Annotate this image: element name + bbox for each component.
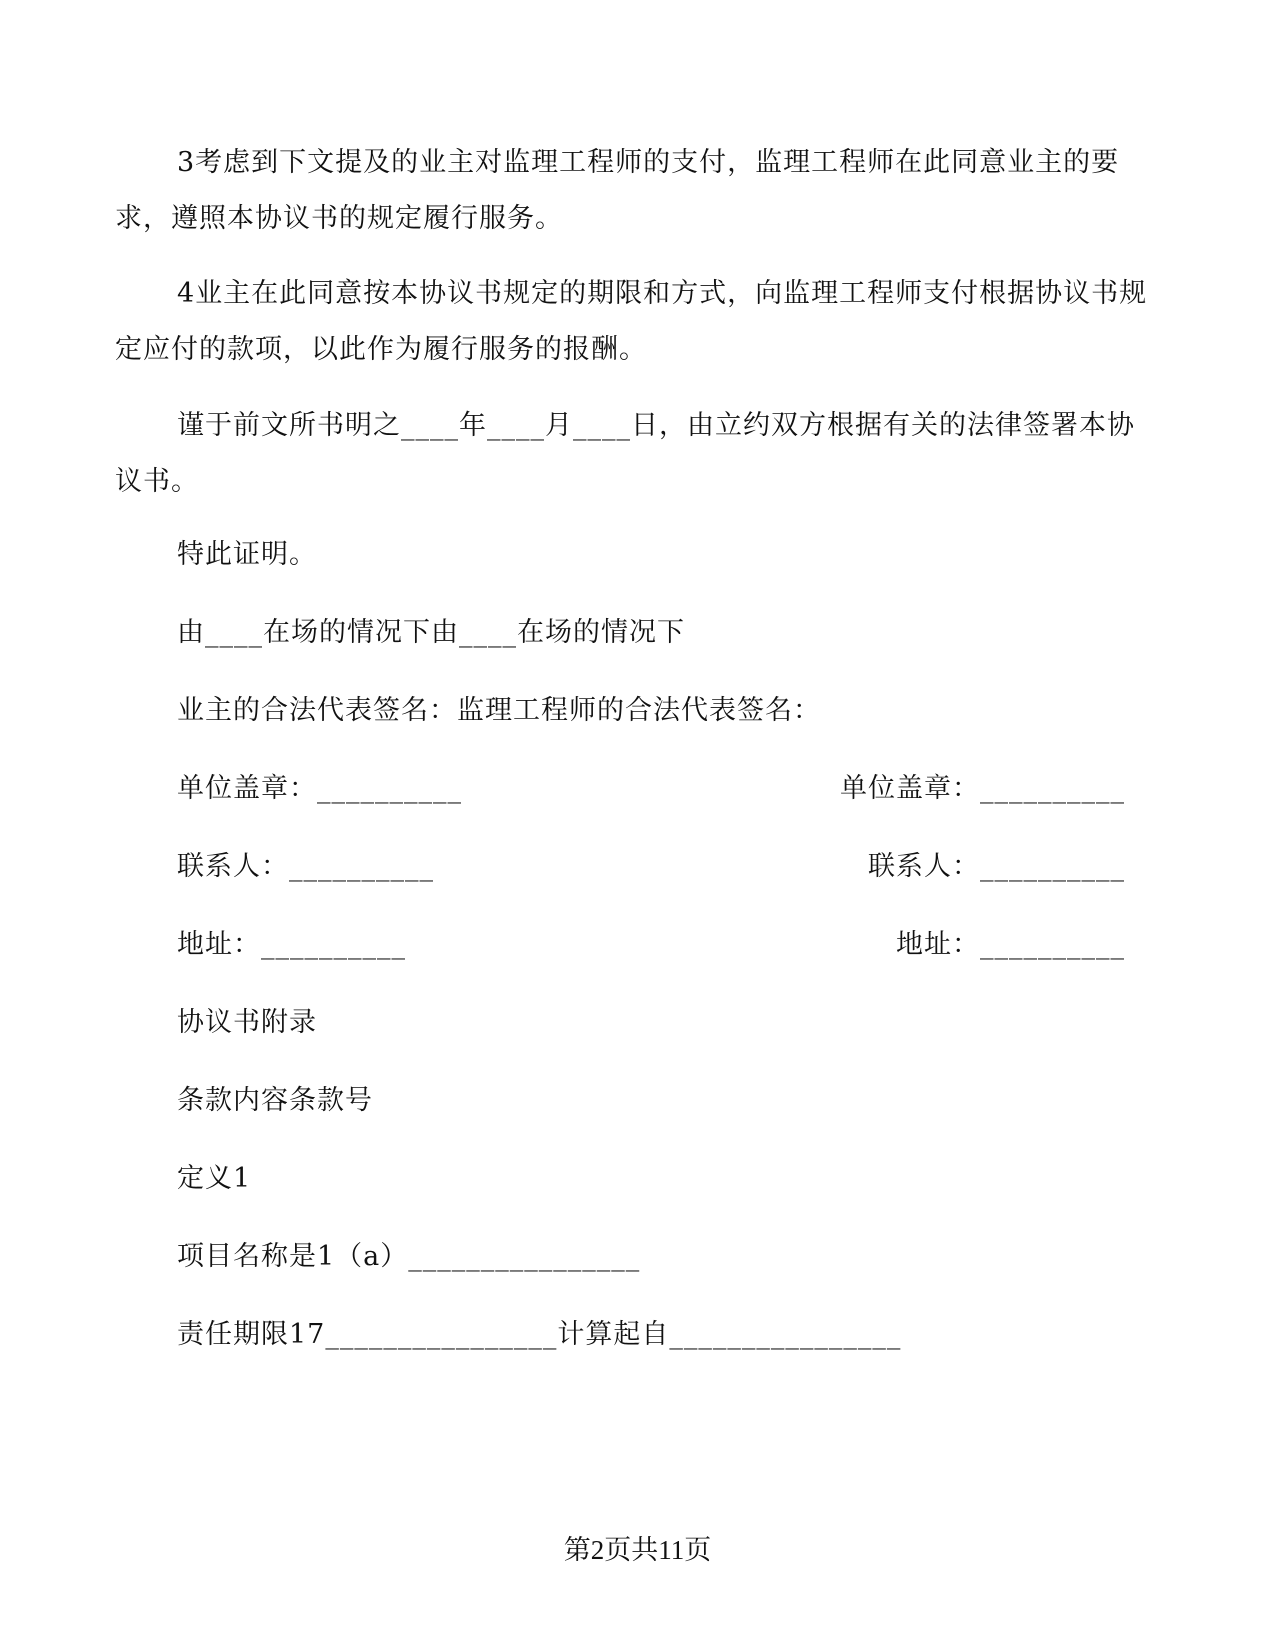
- paragraph-clause-4: 4业主在此同意按本协议书规定的期限和方式，向监理工程师支付根据协议书规定应付的款项，以此作为履行服务的报酬。: [115, 278, 1148, 365]
- certify-line: 特此证明。: [177, 539, 317, 570]
- seal-left: 单位盖章：__________: [177, 773, 462, 804]
- appendix-heading: 协议书附录: [177, 1007, 317, 1038]
- signatures-line: 业主的合法代表签名：监理工程师的合法代表签名：: [177, 695, 821, 726]
- contact-right: 联系人：__________: [868, 851, 1125, 882]
- paragraph-clause-3: 3考虑到下文提及的业主对监理工程师的支付，监理工程师在此同意业主的要求，遵照本协议书的规定履行服务。: [115, 147, 1120, 234]
- address-left: 地址：__________: [177, 929, 406, 960]
- clause-header: 条款内容条款号: [177, 1085, 373, 1116]
- paragraph-signing-date: 谨于前文所书明之____年____月____日，由立约双方根据有关的法律签署本协议书。: [115, 410, 1135, 497]
- liability-line: 责任期限17________________计算起自________________: [177, 1319, 902, 1350]
- contact-left: 联系人：__________: [177, 851, 434, 882]
- definition-line: 定义1: [177, 1163, 252, 1194]
- address-right: 地址：__________: [896, 929, 1125, 960]
- seal-right: 单位盖章：__________: [840, 773, 1125, 804]
- page-number: 第2页共11页: [563, 1535, 712, 1565]
- project-name-line: 项目名称是1（a）________________: [177, 1241, 641, 1272]
- presence-line: 由____在场的情况下由____在场的情况下: [177, 617, 685, 648]
